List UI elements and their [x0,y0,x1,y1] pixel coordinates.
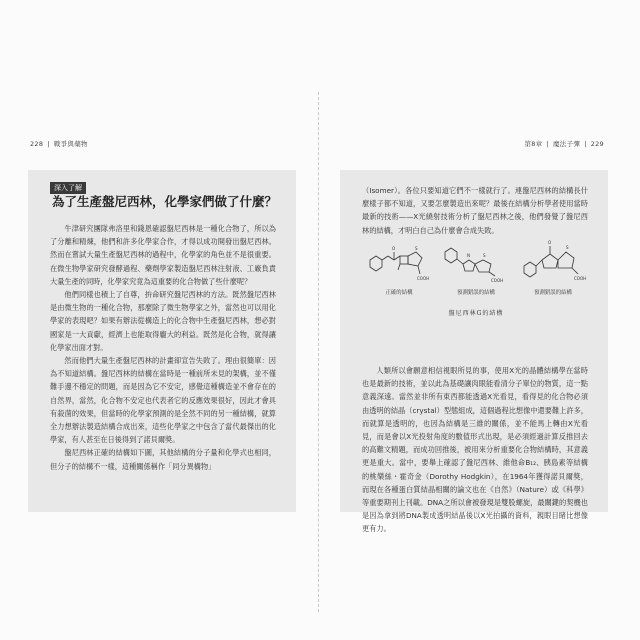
paragraph: 人類所以會願意相信視眼所見的事，使用X光的晶體結構學在當時也是最新的技術，並以此為基礎讓肉眼能看清分子單位的物質，這一點意義深遠。當然並非所有東西都能透過X光看見，看得見的化合物必須由透明的結晶（crystal）型態組成，這個過程比想像中還要難上許多，而就算是透明的，也因為結構是三維的關係，並不能馬上轉由X光看見，而是會以X光投射角度的數值形式出現，是必須經過計算反推回去的高難文精題，而成功回推後，被用來分析重要化合物結構時，其意義更是重大。當中，要舉上確認了盤尼西林、維他命B₁₂、胰島素等結構的桃樂絲・霍奇金（Dorothy Hodgkin），在1964年獲得諾貝爾獎，而現在各種蛋白質結晶相關的論文也在《自然》（Nature）或《科學》等重要期刊上刊載。DNA之所以會被發現是雙股螺旋，最關鍵的契機也是因為拿到將DNA製成透明結晶後以X光拍攝的資料，親眼目睹比想像更有力。 [362,366,588,534]
paragraph: 他們同樣也積上了自尊，拚命研究盤尼西林的方法。既然盤尼西林是由微生物的一種化合物，那麼除了微生物學家之外，當然也可以用化學家的表現吧？如果有辦法從構造上的化合物中生產盤尼西林，想必對國家是一大貢獻，經濟上也能取得龐大的利益。既然是化合物，就得讓化學家出面才對。 [50,290,276,352]
molecule-diagram-icon [439,238,513,286]
figure-caption: 盤尼西林G的結構 [448,310,504,317]
penicillin-structures-figure [362,238,590,318]
left-page [0,0,318,640]
chapter-label: 第8章 [524,140,543,148]
paragraph: 牛津研究團隊弗洛里和錢恩確認盤尼西林是一種化合物了，所以為了分離和精煉，他們和許多化學家合作，才得以成功開發出盤尼西林。然而在嘗試大量生產盤尼西林的過程中，化學家的角色並不是很重要。在微生物學家研究發酵過程、藥劑學家製造盤尼西林注射液、工廠負責大量生產的同時，化學家究竟為這重要的化合物做了些什麼呢？ [50,224,276,286]
svg-text:O: O [548,240,552,245]
structure-caption: 正確的結構 [385,290,413,296]
right-page [322,0,640,640]
left-running-title: 戰爭與藥物 [53,140,88,148]
left-sidebar-box [28,170,296,512]
paragraph: （Isomer）。各位只要知道它們不一樣就行了。連盤尼西林的結構長什麼樣子都不知道，又要怎麼製造出來呢？最後在結構分析學者使用當時最新的技術——X光繞射技術分析了盤尼西林之後，他們發覺了盤尼西林的結構，才明白自己為什麼會合成失敗。 [362,186,588,235]
right-running-title: 魔法子彈 [552,140,581,148]
svg-text:S: S [566,245,569,250]
svg-text:S: S [483,253,486,258]
structure-caption: 預測錯誤的結構 [534,290,572,296]
right-top-text [362,184,588,237]
structure-correct [362,238,436,302]
right-page-number: 229 [590,140,604,148]
section-badge: 深入了解 [50,182,86,194]
box-title: 為了生產盤尼西林，化學家們做了什麼？ [52,194,278,209]
svg-text:S: S [415,246,418,251]
right-running-head: 第8章 | 魔法子彈 | 229 [524,140,604,148]
right-bottom-text [362,364,588,536]
svg-text:COOH: COOH [574,276,587,281]
svg-text:N: N [467,253,470,258]
structure-wrong-2 [516,238,590,302]
molecule-diagram-icon [516,238,590,286]
paragraph: 盤尼西林正確的結構如下圖，其他結構的分子量和化學式也相同，但分子的結構不一樣，這種關係稱作「同分異構物」 [50,448,276,471]
paragraph: 然而他們大量生產盤尼西林的計畫卻宣告失敗了。理由很簡單：因為不知道結構。盤尼西林的結構在當時是一種前所未見的架構，並不僅難手邊不穩定的問題，而是因為它不安定，感覺這種構造並不會存在的自然界，當然，化合物不安定也代表者它的反應效果很好，因此才會具有殺菌的效果，但當時的化學家預測的是全然不同的另一種結構，就算全力想辦法製造結構合成出來，這些化學家之中包含了當代最傑出的化學家，有人甚至在日後得到了諾貝爾獎。 [50,356,276,445]
left-body-text [50,222,276,473]
molecule-diagram-icon [362,238,436,286]
page-gutter [318,92,319,612]
right-sidebar-box [340,170,608,534]
svg-text:O: O [392,246,396,251]
svg-text:COOH: COOH [491,278,504,283]
left-running-head: 228 | 戰爭與藥物 [30,140,88,148]
left-page-number: 228 [30,140,44,148]
svg-text:COOH: COOH [417,276,430,281]
structure-wrong-1 [439,238,513,302]
structure-caption: 預測錯誤的結構 [457,290,495,296]
